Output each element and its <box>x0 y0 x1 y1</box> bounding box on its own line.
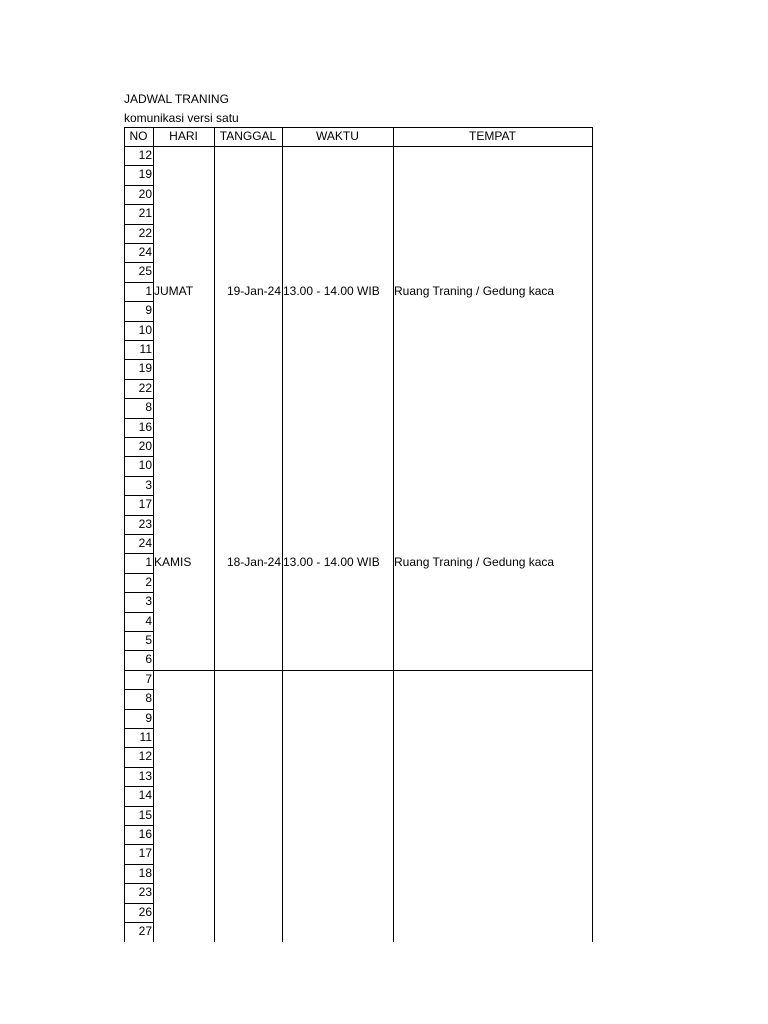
header-no: NO <box>129 129 148 143</box>
row-number: 16 <box>138 419 152 434</box>
row-number: 7 <box>145 671 152 686</box>
row-number: 1 <box>145 555 152 570</box>
row-number: 19 <box>138 361 152 376</box>
header-tanggal: TANGGAL <box>219 129 277 143</box>
row-number: 9 <box>145 303 152 318</box>
row-number: 15 <box>138 807 152 822</box>
block-separator <box>124 670 593 671</box>
row-number: 3 <box>145 594 152 609</box>
header-tempat: TEMPAT <box>469 129 516 143</box>
row-number: 24 <box>138 245 152 259</box>
row-number: 22 <box>138 380 152 395</box>
row-number: 23 <box>138 516 152 531</box>
header-waktu: WAKTU <box>316 129 359 143</box>
row-number: 20 <box>138 439 152 453</box>
row-number: 12 <box>138 148 152 162</box>
session-tanggal: 19-Jan-24 <box>226 283 281 298</box>
column-border <box>393 127 394 942</box>
column-border <box>592 127 593 942</box>
session-waktu: 13.00 - 14.00 WIB <box>283 555 380 570</box>
session-tanggal: 18-Jan-24 <box>226 555 281 570</box>
column-border <box>282 127 283 942</box>
row-number: 20 <box>138 186 152 201</box>
row-number: 4 <box>145 613 152 628</box>
session-tempat: Ruang Traning / Gedung kaca <box>394 555 555 570</box>
session-hari: KAMIS <box>154 555 192 570</box>
row-number: 10 <box>138 458 152 473</box>
row-number: 3 <box>145 477 152 492</box>
row-number: 18 <box>138 865 152 880</box>
row-number: 26 <box>138 904 152 919</box>
session-tempat: Ruang Traning / Gedung kaca <box>394 283 555 298</box>
row-number: 8 <box>145 400 152 415</box>
row-number: 10 <box>138 322 152 337</box>
document-title: JADWAL TRANING <box>124 92 229 106</box>
row-number: 19 <box>138 167 152 182</box>
row-number: 5 <box>145 633 152 647</box>
row-number: 25 <box>138 264 152 279</box>
document-subtitle: komunikasi versi satu <box>124 111 239 125</box>
row-number: 12 <box>138 749 152 764</box>
row-number: 22 <box>138 225 152 240</box>
column-border <box>214 127 215 942</box>
row-number: 13 <box>138 768 152 783</box>
row-number: 16 <box>138 827 152 841</box>
row-number: 14 <box>138 788 152 803</box>
row-number: 27 <box>138 924 152 938</box>
row-number: 23 <box>138 885 152 900</box>
row-number: 11 <box>139 342 152 356</box>
row-number: 11 <box>139 730 152 744</box>
table-top-border <box>124 127 593 128</box>
row-number: 9 <box>145 710 152 725</box>
header-hari: HARI <box>169 129 198 143</box>
column-border <box>153 127 154 942</box>
session-hari: JUMAT <box>154 283 194 298</box>
row-number: 8 <box>145 691 152 706</box>
header-bottom-border <box>124 146 593 147</box>
row-number: 17 <box>138 497 152 512</box>
row-number: 6 <box>145 652 152 667</box>
row-number: 1 <box>145 283 152 298</box>
session-waktu: 13.00 - 14.00 WIB <box>283 283 380 298</box>
row-number: 24 <box>138 536 152 550</box>
row-number: 21 <box>138 206 152 221</box>
row-number: 17 <box>138 846 152 861</box>
row-number: 2 <box>145 574 152 589</box>
